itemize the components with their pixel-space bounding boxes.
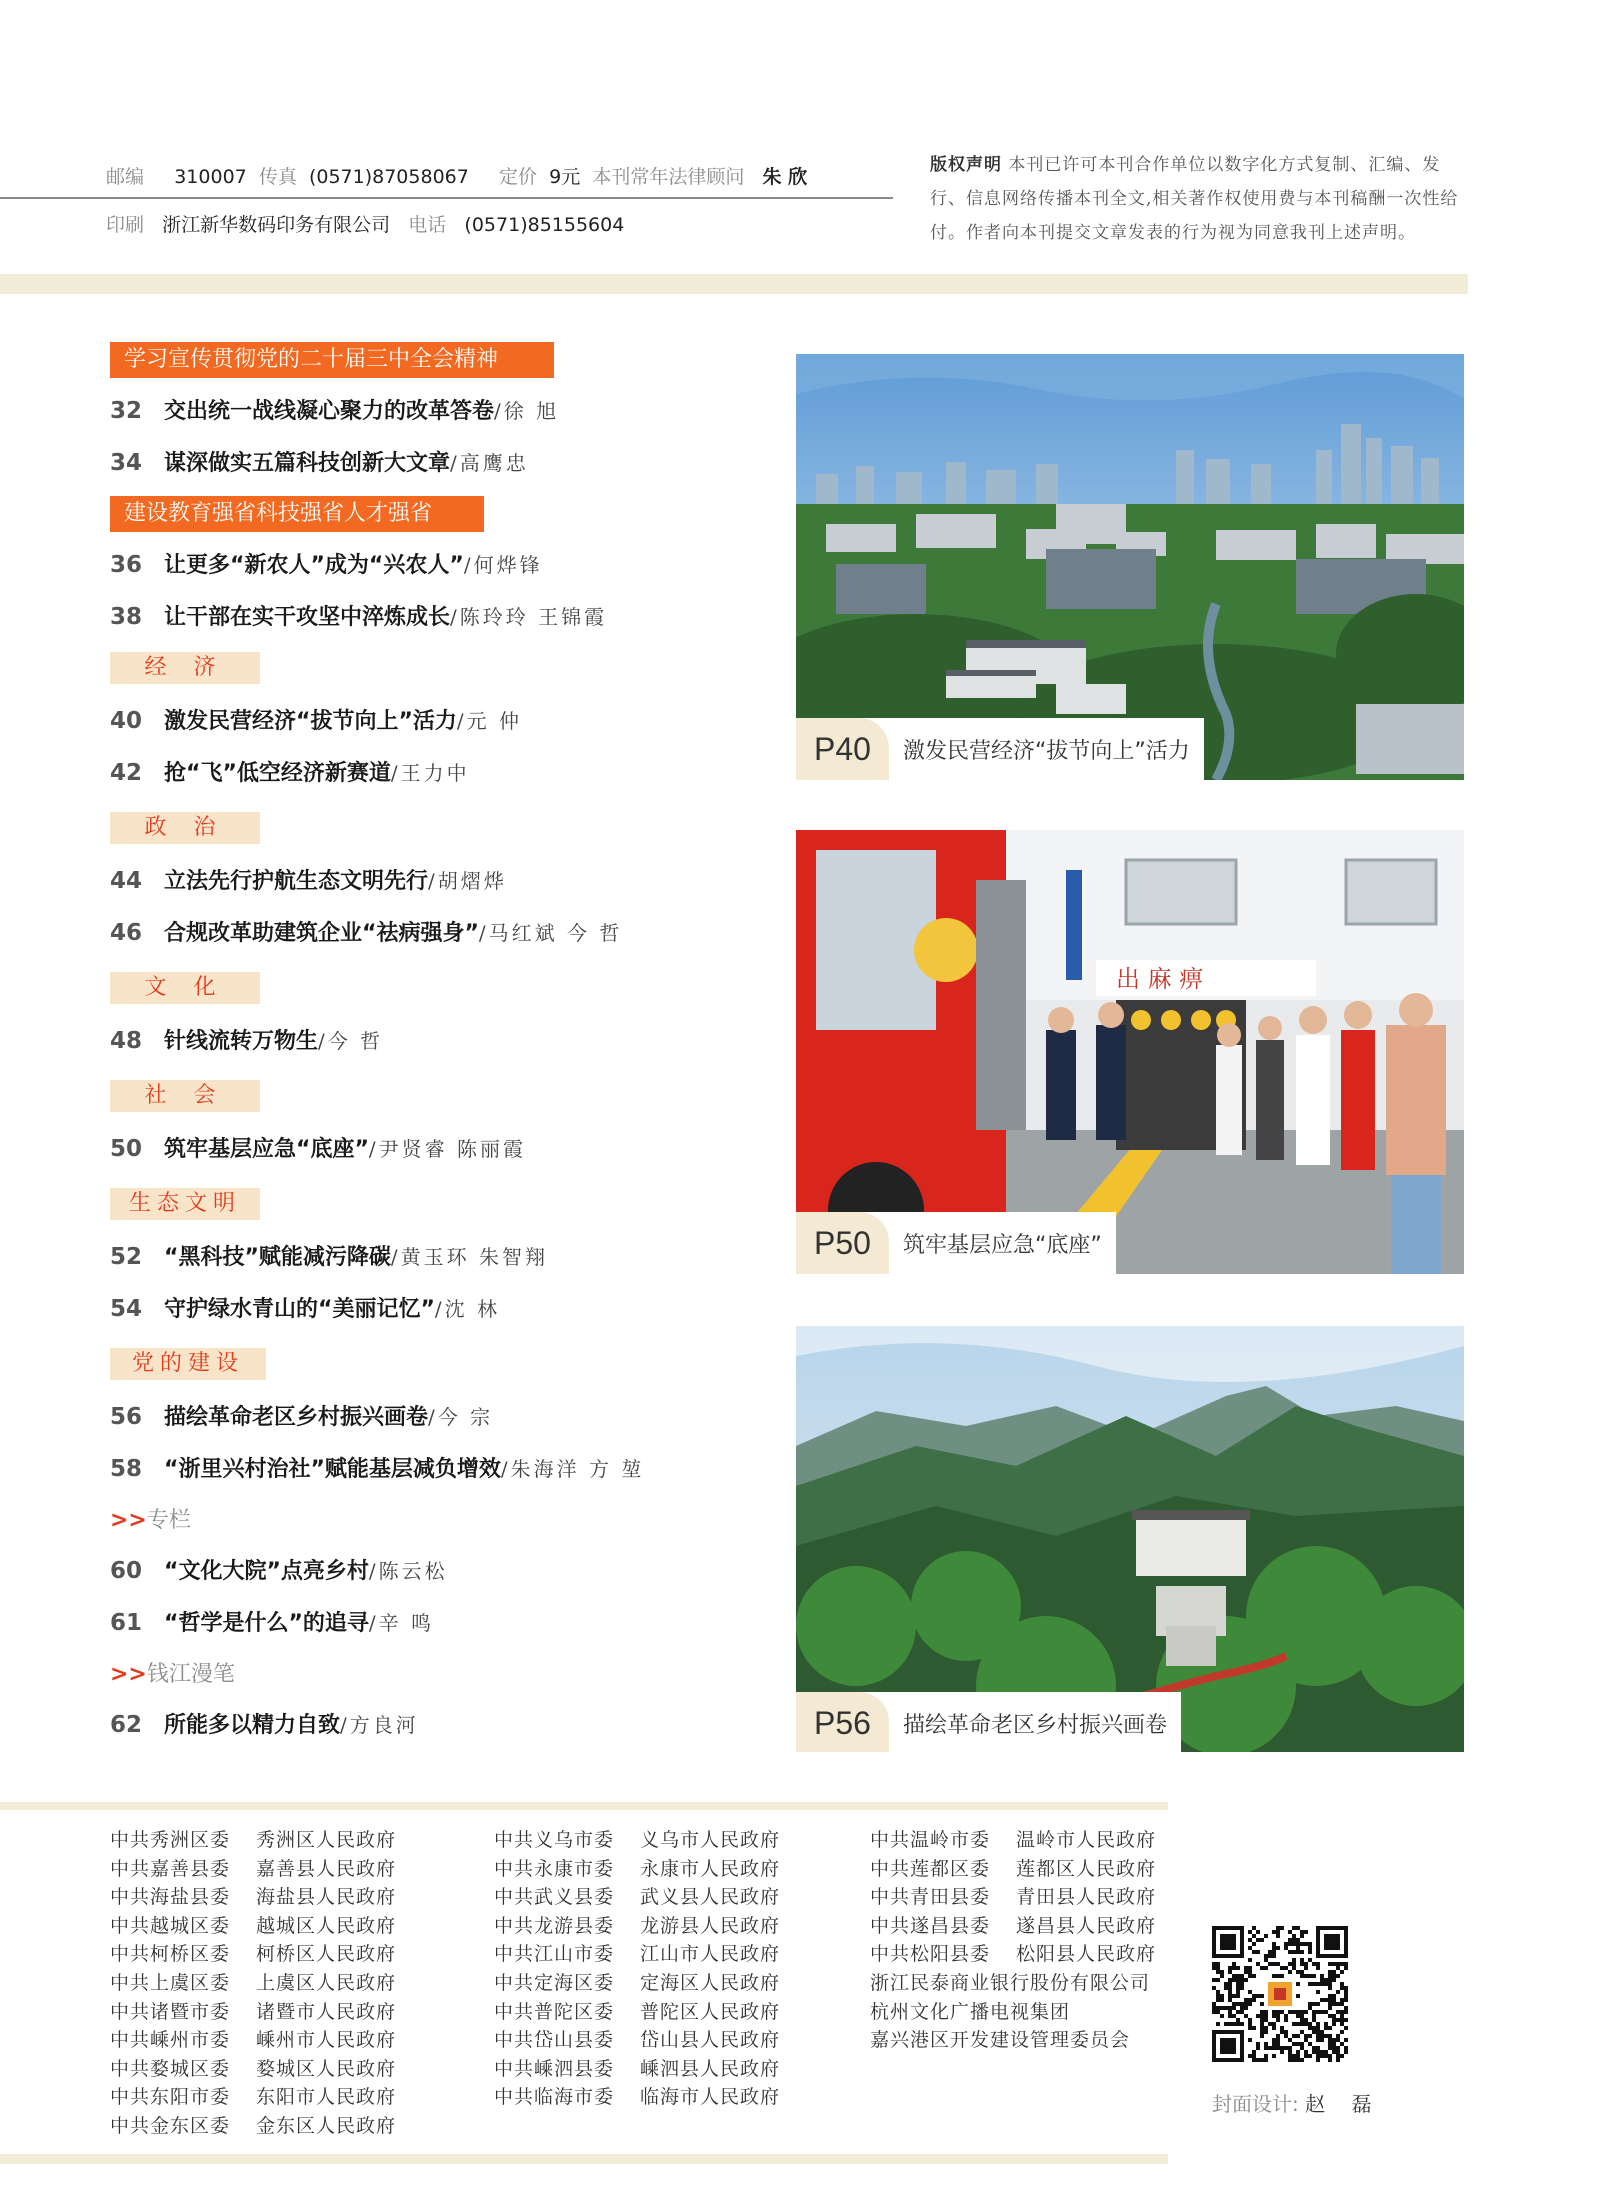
toc-page: 36 xyxy=(110,552,143,578)
toc-entry[interactable] xyxy=(110,1452,644,1486)
supporter-government: 武义县人民政府 xyxy=(640,1886,781,1909)
toc-title: “哲学是什么”的追寻 xyxy=(164,1611,369,1636)
supporter-row xyxy=(110,1969,396,1998)
bottom-band xyxy=(0,2154,1168,2164)
qr-code-graphic xyxy=(1212,1926,1348,2062)
toc-entry[interactable] xyxy=(110,1606,434,1640)
supporter-party: 中共诸暨市委 xyxy=(110,2000,231,2023)
toc-page: 56 xyxy=(110,1404,143,1430)
supporter-party: 中共金东区委 xyxy=(110,2114,231,2137)
supporter-row xyxy=(494,2026,780,2055)
supporter-party: 嘉兴港区开发建设管理委员会 xyxy=(870,2029,1131,2052)
supporter-party: 中共嵊泗县委 xyxy=(494,2057,615,2080)
toc-title: 抢“飞”低空经济新赛道 xyxy=(164,761,391,786)
supporter-row xyxy=(494,1998,780,2027)
supporter-party: 中共青田县委 xyxy=(870,1886,991,1909)
section-header: 学习宣传贯彻党的二十届三中全会精神 xyxy=(110,342,554,378)
supporter-row xyxy=(870,1998,1156,2027)
supporter-row xyxy=(870,1912,1156,1941)
supporter-party: 中共龙游县委 xyxy=(494,1914,615,1937)
supporter-government: 嘉善县人民政府 xyxy=(256,1857,397,1880)
toc-author: /辛 鸣 xyxy=(368,1611,435,1635)
toc-entry[interactable] xyxy=(110,1400,493,1434)
photo-caption xyxy=(796,1212,1116,1274)
supporter-row xyxy=(494,2055,780,2084)
fire-station-image xyxy=(796,830,1464,1274)
toc-entry[interactable] xyxy=(110,1708,419,1742)
fax: (0571)87058067 xyxy=(308,166,469,188)
toc-title: “浙里兴村治社”赋能基层减负增效 xyxy=(164,1457,501,1482)
toc-page: 62 xyxy=(110,1712,143,1738)
postcode-label: 邮编 xyxy=(106,166,145,188)
supporter-government: 青田县人民政府 xyxy=(1016,1886,1157,1909)
toc-entry[interactable] xyxy=(110,394,559,428)
toc-page: 46 xyxy=(110,920,143,946)
toc-page: 60 xyxy=(110,1558,143,1584)
toc-entry[interactable] xyxy=(110,446,529,480)
section-title: 专栏 xyxy=(146,1508,191,1533)
toc-page: 34 xyxy=(110,450,143,476)
supporter-row xyxy=(110,2112,396,2141)
supporter-row xyxy=(870,1969,1156,1998)
toc-title: 激发民营经济“拔节向上”活力 xyxy=(164,709,457,734)
toc-entry[interactable] xyxy=(110,864,507,898)
toc-title: 让干部在实干攻坚中淬炼成长 xyxy=(164,605,451,630)
supporter-government: 松阳县人民政府 xyxy=(1016,1943,1157,1966)
photo-caption xyxy=(796,1692,1181,1752)
supporter-government: 金东区人民政府 xyxy=(256,2114,397,2137)
supporter-party: 中共永康市委 xyxy=(494,1857,615,1880)
toc-entry[interactable] xyxy=(110,916,622,950)
toc-entry[interactable] xyxy=(110,1554,448,1588)
supporter-party: 中共东阳市委 xyxy=(110,2086,231,2109)
printer: 浙江新华数码印务有限公司 xyxy=(162,214,391,236)
toc-author: /马红斌 今 哲 xyxy=(478,921,623,945)
toc-page: 61 xyxy=(110,1610,143,1636)
supporter-party: 中共越城区委 xyxy=(110,1914,231,1937)
supporter-party: 中共秀洲区委 xyxy=(110,1829,231,1851)
supporter-party: 中共婺城区委 xyxy=(110,2057,231,2080)
section-header xyxy=(110,1506,191,1536)
toc-title: 筑牢基层应急“底座” xyxy=(164,1137,369,1162)
toc-title: 守护绿水青山的“美丽记忆” xyxy=(164,1297,435,1322)
toc-author: /尹贤睿 陈丽霞 xyxy=(368,1137,527,1161)
cover-design xyxy=(1212,2088,1381,2117)
supporter-government: 定海区人民政府 xyxy=(640,1971,781,1994)
toc-author: /方良河 xyxy=(340,1713,419,1737)
supporter-government: 诸暨市人民政府 xyxy=(256,2000,397,2023)
svg-text:出 麻 痹: 出 麻 痹 xyxy=(1116,965,1204,993)
photo-page: P56 xyxy=(796,1692,889,1752)
supporter-party: 中共温岭市委 xyxy=(870,1829,991,1851)
supporter-government: 东阳市人民政府 xyxy=(256,2086,397,2109)
toc-entry[interactable] xyxy=(110,600,607,634)
toc-entry[interactable] xyxy=(110,1292,500,1326)
supporter-government: 海盐县人民政府 xyxy=(256,1886,397,1909)
fax-label: 传真 xyxy=(258,166,297,188)
supporter-row xyxy=(110,1998,396,2027)
section-header: 社 会 xyxy=(110,1080,260,1112)
toc-title: 谋深做实五篇科技创新大文章 xyxy=(164,451,451,476)
supporter-party: 中共遂昌县委 xyxy=(870,1914,991,1937)
toc-author: /陈云松 xyxy=(368,1559,448,1583)
photo-mountain-village[interactable] xyxy=(796,1326,1464,1752)
toc-title: 合规改革助建筑企业“祛病强身” xyxy=(164,921,479,946)
supporter-government: 柯桥区人民政府 xyxy=(256,1943,397,1966)
header-line-1 xyxy=(106,162,807,189)
photo-page: P50 xyxy=(796,1212,889,1274)
section-prefix: >> xyxy=(110,1662,147,1687)
toc-page: 32 xyxy=(110,398,143,424)
supporter-party: 中共海盐县委 xyxy=(110,1886,231,1909)
photo-title: 筑牢基层应急“底座” xyxy=(902,1232,1102,1258)
supporter-government: 龙游县人民政府 xyxy=(640,1914,781,1937)
printer-label: 印刷 xyxy=(106,214,145,236)
supporter-government: 临海市人民政府 xyxy=(640,2086,781,2109)
section-header: 生态文明 xyxy=(110,1188,260,1220)
toc-page: 52 xyxy=(110,1244,143,1270)
copyright-title: 版权声明 xyxy=(930,155,1002,175)
supporter-government: 义乌市人民政府 xyxy=(640,1829,781,1851)
toc-title: “文化大院”点亮乡村 xyxy=(164,1559,369,1584)
supporter-row xyxy=(110,2055,396,2084)
toc-author: /高鹰忠 xyxy=(450,451,529,475)
price: 9元 xyxy=(549,166,581,188)
supporter-row xyxy=(870,1826,1156,1855)
supporter-government: 江山市人民政府 xyxy=(640,1943,781,1966)
toc-title: 描绘革命老区乡村振兴画卷 xyxy=(164,1405,429,1430)
supporter-party: 中共嘉善县委 xyxy=(110,1857,231,1880)
supporter-row xyxy=(110,1883,396,1912)
supporters-col-3 xyxy=(870,1826,1156,2055)
supporters-col-1 xyxy=(110,1826,396,2141)
lawyer-label: 本刊常年法律顾问 xyxy=(592,166,745,188)
toc-page: 42 xyxy=(110,760,143,786)
section-header: 经 济 xyxy=(110,652,260,684)
toc-author: /朱海洋 方 堃 xyxy=(500,1457,645,1481)
toc-author: /陈玲玲 王锦霞 xyxy=(450,605,608,629)
toc-entry[interactable] xyxy=(110,1240,548,1274)
supporter-government: 遂昌县人民政府 xyxy=(1016,1914,1157,1937)
supporter-party: 中共武义县委 xyxy=(494,1886,615,1909)
toc-entry[interactable] xyxy=(110,548,543,582)
toc-entry[interactable] xyxy=(110,1024,383,1058)
toc-page: 50 xyxy=(110,1136,143,1162)
supporter-party: 浙江民泰商业银行股份有限公司 xyxy=(870,1971,1151,1994)
qr-code-icon[interactable] xyxy=(1212,1926,1348,2062)
toc-page: 40 xyxy=(110,708,143,734)
supporter-government: 普陀区人民政府 xyxy=(640,2000,781,2023)
toc-author: /今 哲 xyxy=(318,1029,384,1053)
section-header: 建设教育强省科技强省人才强省 xyxy=(110,496,484,532)
supporter-party: 中共临海市委 xyxy=(494,2086,615,2109)
header-rule xyxy=(0,197,893,199)
supporter-row xyxy=(494,1969,780,1998)
supporter-party: 中共莲都区委 xyxy=(870,1857,991,1880)
lawyer: 朱 欣 xyxy=(762,166,808,188)
toc-title: 针线流转万物生 xyxy=(164,1029,319,1054)
toc-page: 58 xyxy=(110,1456,143,1482)
cover-design-label: 封面设计: xyxy=(1212,2092,1299,2116)
section-header: 政 治 xyxy=(110,812,260,844)
toc-title: “黑科技”赋能减污降碳 xyxy=(164,1245,391,1270)
supporter-row xyxy=(870,2026,1156,2055)
copyright-text: 本刊已许可本刊合作单位以数字化方式复制、汇编、发行、信息网络传播本刊全文,相关著作权使用费与本刊稿酬一次性给付。作者向本刊提交文章发表的行为视为同意我刊上述声明。 xyxy=(930,155,1459,243)
supporters-col-2 xyxy=(494,1826,780,2112)
supporter-party: 中共普陀区委 xyxy=(494,2000,615,2023)
toc-entry[interactable] xyxy=(110,704,522,738)
toc-title: 让更多“新农人”成为“兴农人” xyxy=(164,553,464,578)
toc-page: 38 xyxy=(110,604,143,630)
section-header: 文 化 xyxy=(110,972,260,1004)
toc-title: 立法先行护航生态文明先行 xyxy=(164,869,429,894)
toc-page: 48 xyxy=(110,1028,143,1054)
toc-entry[interactable] xyxy=(110,1132,526,1166)
supporter-row xyxy=(870,1940,1156,1969)
supporter-row xyxy=(870,1883,1156,1912)
section-title: 钱江漫笔 xyxy=(146,1662,235,1687)
toc-author: /黄玉环 朱智翔 xyxy=(390,1245,549,1269)
supporter-row xyxy=(870,1855,1156,1884)
supporter-row xyxy=(494,1883,780,1912)
toc-author: /元 仲 xyxy=(456,709,523,733)
price-label: 定价 xyxy=(499,166,538,188)
supporter-row xyxy=(494,2083,780,2112)
copyright-notice xyxy=(930,148,1470,250)
mountain-village-image xyxy=(796,1326,1464,1752)
photo-title: 描绘革命老区乡村振兴画卷 xyxy=(902,1712,1167,1738)
toc-author: /何烨锋 xyxy=(463,553,543,577)
header-line-2 xyxy=(106,210,624,237)
supporter-party: 中共江山市委 xyxy=(494,1943,615,1966)
toc-author: /徐 旭 xyxy=(494,399,560,423)
supporter-party: 中共上虞区委 xyxy=(110,1971,231,1994)
supporter-row xyxy=(494,1912,780,1941)
toc-author: /今 宗 xyxy=(428,1405,494,1429)
toc-author: /王力中 xyxy=(390,761,470,785)
supporter-row xyxy=(110,1855,396,1884)
cover-design-name: 赵 磊 xyxy=(1305,2092,1382,2116)
section-header: 党的建设 xyxy=(110,1348,266,1380)
toc-page: 44 xyxy=(110,868,143,894)
supporter-government: 上虞区人民政府 xyxy=(256,1971,397,1994)
supporter-party: 中共岱山县委 xyxy=(494,2029,615,2052)
supporter-row xyxy=(110,1912,396,1941)
supporter-party: 杭州文化广播电视集团 xyxy=(870,2000,1071,2023)
section-header xyxy=(110,1660,235,1690)
photo-city-aerial[interactable] xyxy=(796,354,1464,780)
supporter-party: 中共定海区委 xyxy=(494,1971,615,1994)
city-aerial-image xyxy=(796,354,1464,780)
phone: (0571)85155604 xyxy=(464,214,625,236)
phone-label: 电话 xyxy=(408,214,447,236)
supporter-government: 越城区人民政府 xyxy=(256,1914,397,1937)
supporter-government: 嵊泗县人民政府 xyxy=(640,2057,781,2080)
supporter-government: 温岭市人民政府 xyxy=(1016,1829,1157,1851)
supporter-row xyxy=(110,2083,396,2112)
supporter-row xyxy=(494,1940,780,1969)
photo-title: 激发民营经济“拔节向上”活力 xyxy=(902,738,1190,764)
supporter-government: 莲都区人民政府 xyxy=(1016,1857,1157,1880)
supporter-government: 嵊州市人民政府 xyxy=(256,2029,397,2052)
supporter-row xyxy=(110,1826,396,1855)
supporter-government: 秀洲区人民政府 xyxy=(256,1829,397,1851)
supporter-government: 永康市人民政府 xyxy=(640,1857,781,1880)
middle-band xyxy=(0,1802,1168,1810)
supporter-party: 中共嵊州市委 xyxy=(110,2029,231,2052)
supporter-party: 中共柯桥区委 xyxy=(110,1943,231,1966)
supporter-government: 岱山县人民政府 xyxy=(640,2029,781,2052)
top-band xyxy=(0,274,1468,294)
toc-title: 交出统一战线凝心聚力的改革答卷 xyxy=(164,399,495,424)
toc-entry[interactable] xyxy=(110,756,470,790)
postcode: 310007 xyxy=(174,166,247,188)
toc-title: 所能多以精力自致 xyxy=(164,1713,341,1738)
supporter-row xyxy=(494,1826,780,1855)
supporter-row xyxy=(110,1940,396,1969)
supporter-party: 中共义乌市委 xyxy=(494,1829,615,1851)
toc-page: 54 xyxy=(110,1296,143,1322)
toc-author: /胡熠烨 xyxy=(428,869,507,893)
photo-fire-station[interactable] xyxy=(796,830,1464,1274)
supporter-government: 婺城区人民政府 xyxy=(256,2057,397,2080)
supporter-party: 中共松阳县委 xyxy=(870,1943,991,1966)
supporter-row xyxy=(110,2026,396,2055)
photo-page: P40 xyxy=(796,718,889,780)
photo-caption xyxy=(796,718,1204,780)
toc-author: /沈 林 xyxy=(434,1297,501,1321)
section-prefix: >> xyxy=(110,1508,147,1533)
supporter-row xyxy=(494,1855,780,1884)
